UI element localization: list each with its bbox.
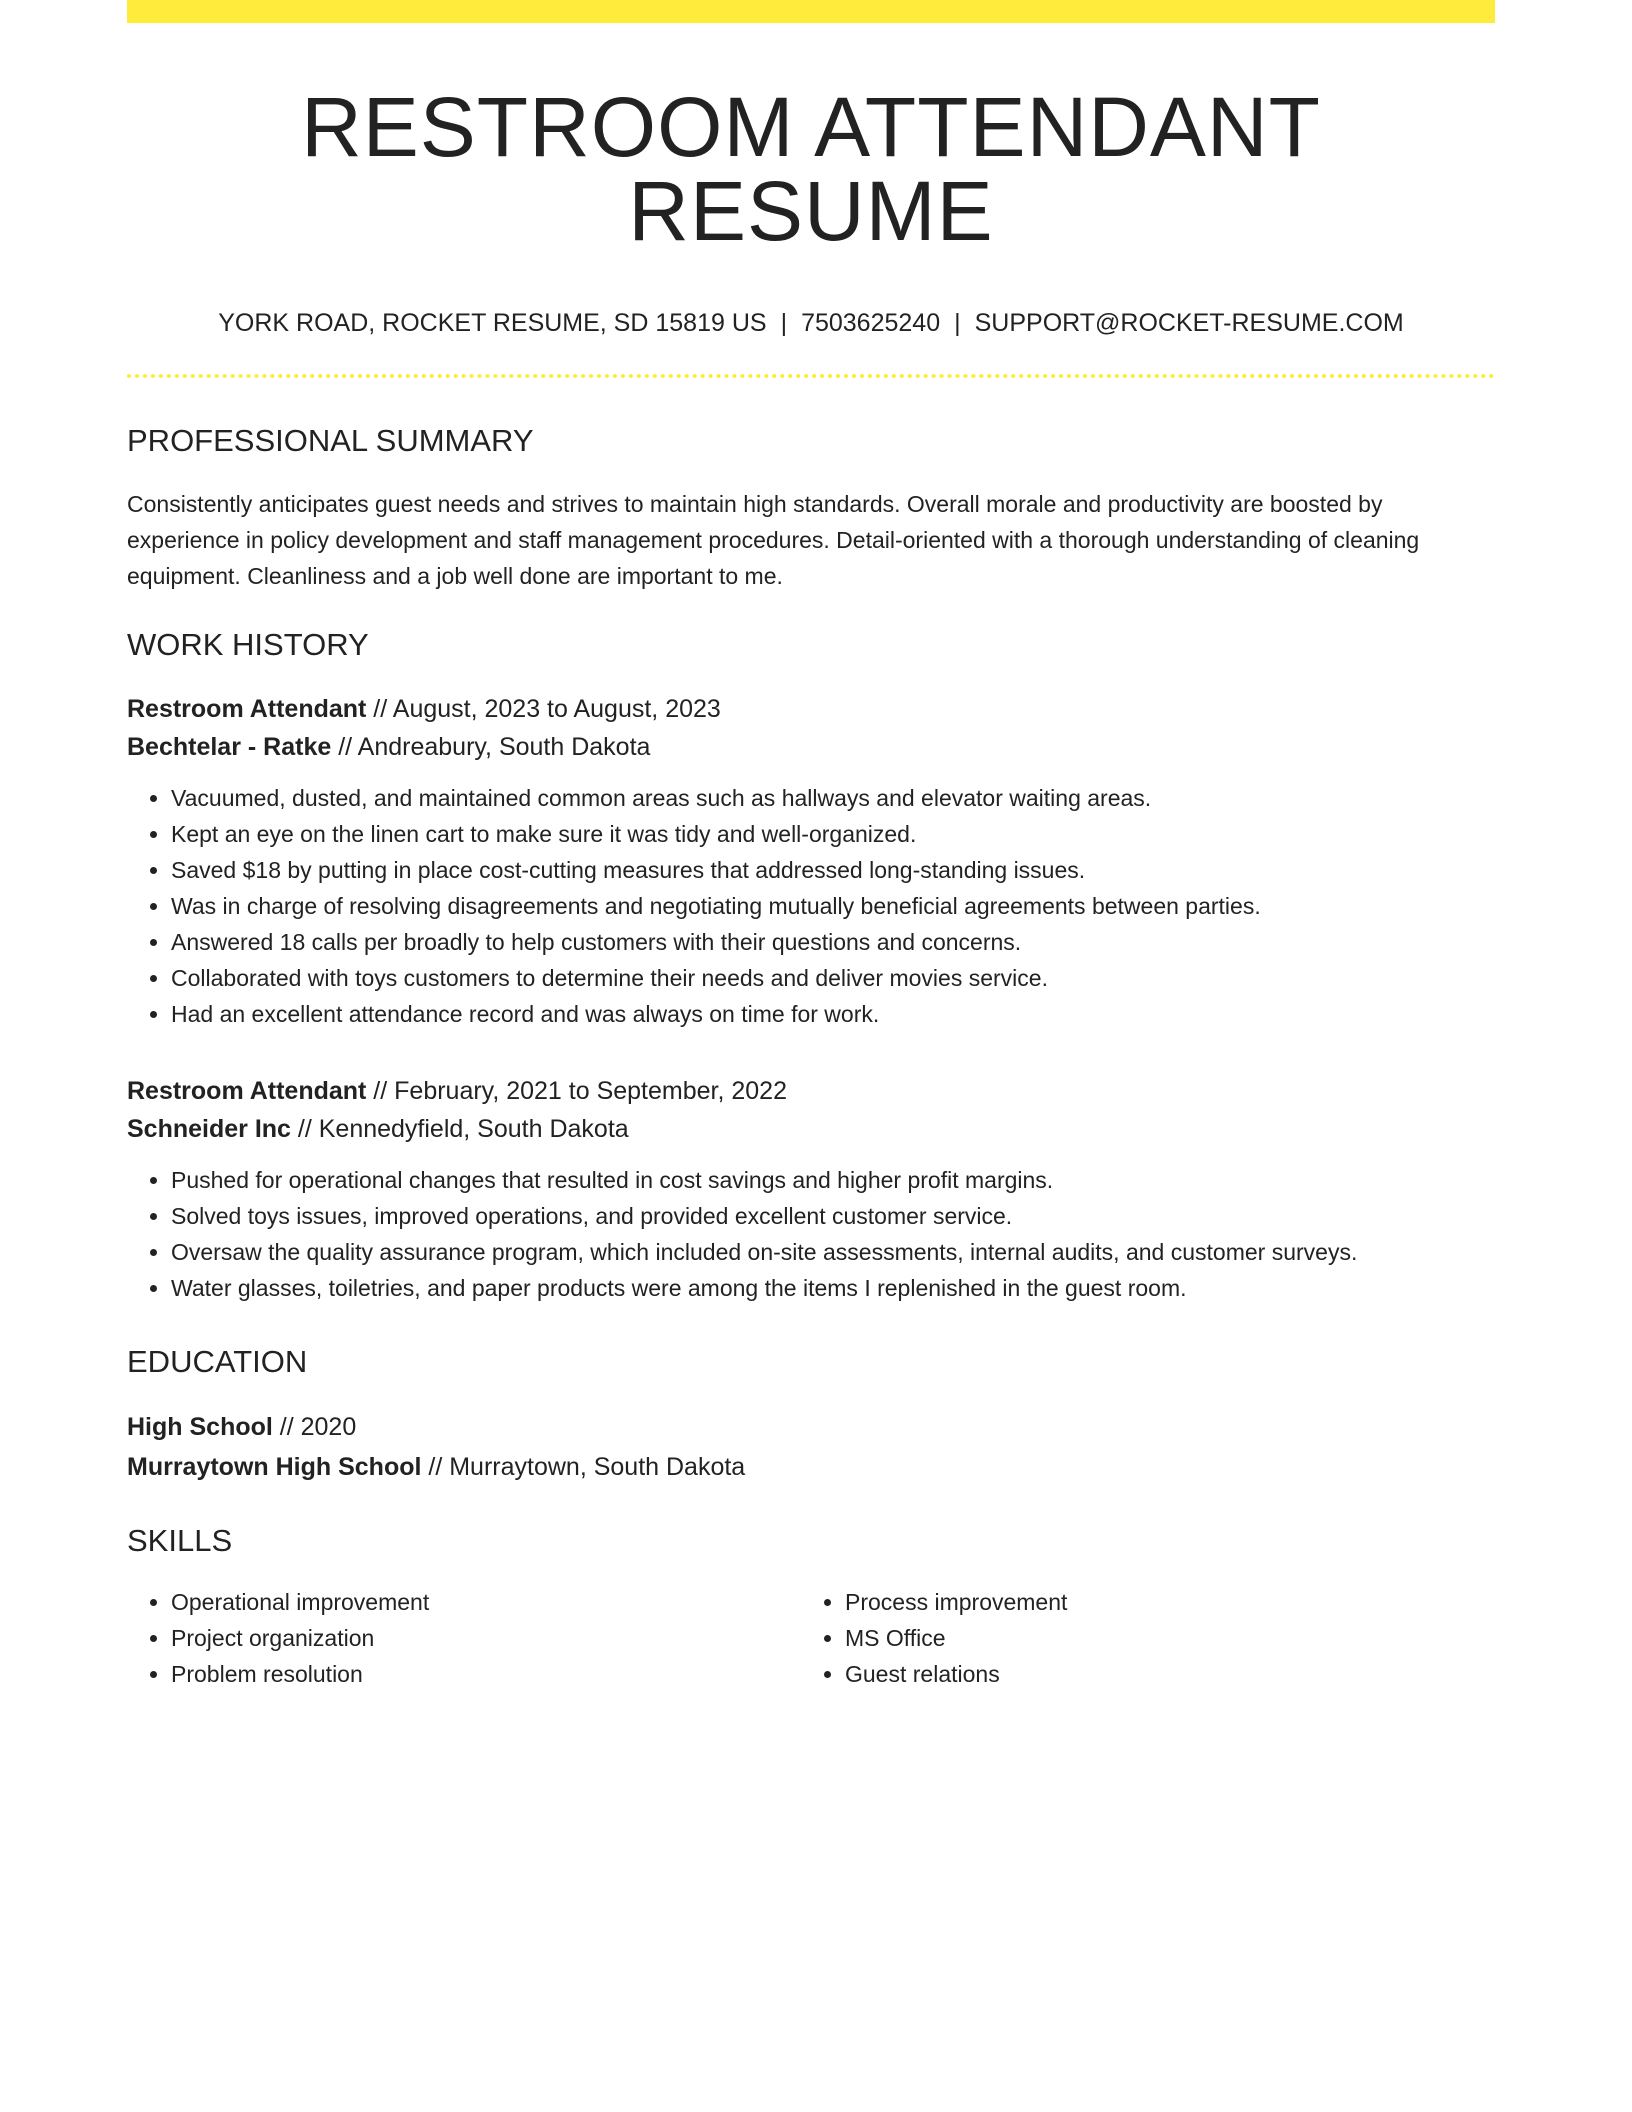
list-item: • MS Office <box>845 1620 1475 1656</box>
list-item: • Had an excellent attendance record and was always on time for work. <box>171 996 1495 1032</box>
education-school-line <box>127 1447 1495 1487</box>
job-title-line <box>127 1072 1495 1110</box>
education-degree-line <box>127 1407 1495 1447</box>
list-item: • Guest relations <box>845 1656 1475 1692</box>
list-item: • Answered 18 calls per broadly to help customers with their questions and concerns. <box>171 924 1495 960</box>
job-company-line <box>127 1110 1495 1148</box>
list-item: • Kept an eye on the linen cart to make sure it was tidy and well-organized. <box>171 816 1495 852</box>
job-title: Restroom Attendant <box>127 1077 367 1105</box>
job-dates: // February, 2021 to September, 2022 <box>366 1077 787 1105</box>
contact-address: YORK ROAD, ROCKET RESUME, SD 15819 US <box>218 309 767 337</box>
list-item: • Solved toys issues, improved operations, and provided excellent customer service. <box>171 1198 1495 1234</box>
list-item: • Operational improvement <box>171 1584 801 1620</box>
education-entry <box>127 1407 1495 1487</box>
contact-phone: 7503625240 <box>801 309 941 337</box>
job-title: Restroom Attendant <box>127 695 367 723</box>
list-item: • Vacuumed, dusted, and maintained common areas such as hallways and elevator waiting areas. <box>171 780 1495 816</box>
job-location: // Kennedyfield, South Dakota <box>290 1115 629 1143</box>
education-location: // Murraytown, South Dakota <box>421 1453 746 1481</box>
list-item: • Project organization <box>171 1620 801 1656</box>
skills-section <box>127 1525 1495 1692</box>
job-title-line <box>127 690 1495 728</box>
job-bullets <box>127 780 1495 1032</box>
education-school: Murraytown High School <box>127 1453 422 1481</box>
job-bullets <box>127 1162 1495 1306</box>
contact-line <box>127 311 1495 336</box>
list-item: • Was in charge of resolving disagreements and negotiating mutually beneficial agreements between parties. <box>171 888 1495 924</box>
skills-column-left <box>127 1584 801 1692</box>
work-history-heading: WORK HISTORY <box>127 627 369 662</box>
top-accent-bar <box>127 0 1495 23</box>
skills-list <box>127 1584 801 1692</box>
list-item: • Process improvement <box>845 1584 1475 1620</box>
education-year: // 2020 <box>272 1413 357 1441</box>
summary-section <box>127 425 1495 594</box>
job-company: Bechtelar - Ratke <box>127 733 332 761</box>
education-degree: High School <box>127 1413 273 1441</box>
contact-separator: | <box>954 309 961 337</box>
job-dates: // August, 2023 to August, 2023 <box>366 695 721 723</box>
job-entry <box>127 690 1495 1032</box>
contact-separator: | <box>780 309 788 337</box>
skills-grid <box>127 1584 1495 1692</box>
summary-heading: PROFESSIONAL SUMMARY <box>127 423 534 458</box>
education-heading: EDUCATION <box>127 1344 308 1379</box>
contact-email: SUPPORT@ROCKET-RESUME.COM <box>974 309 1404 337</box>
list-item: • Saved $18 by putting in place cost-cutting measures that addressed long-standing issues. <box>171 852 1495 888</box>
list-item: • Pushed for operational changes that resulted in cost savings and higher profit margins. <box>171 1162 1495 1198</box>
list-item: • Oversaw the quality assurance program, which included on-site assessments, internal audits, and customer surveys. <box>171 1234 1495 1270</box>
job-company-line <box>127 728 1495 766</box>
job-company: Schneider Inc <box>127 1115 291 1143</box>
work-history-section <box>127 629 1495 1306</box>
summary-text: Consistently anticipates guest needs and strives to maintain high standards. Overall morale and productivity are boosted by experience in policy development and staff management procedures. Detail-oriented with a thorough understanding of cleaning equipment. Cleanliness and a job well done are important to me. <box>127 491 1420 589</box>
skills-column-right <box>801 1584 1475 1692</box>
skills-list <box>801 1584 1475 1692</box>
list-item: • Problem resolution <box>171 1656 801 1692</box>
list-item: • Collaborated with toys customers to determine their needs and deliver movies service. <box>171 960 1495 996</box>
resume-page <box>127 0 1495 1692</box>
job-location: // Andreabury, South Dakota <box>331 733 651 761</box>
dotted-divider <box>127 374 1495 378</box>
education-section <box>127 1346 1495 1487</box>
skills-heading: SKILLS <box>127 1523 233 1558</box>
job-entry <box>127 1072 1495 1306</box>
resume-title: RESTROOM ATTENDANT RESUME <box>301 80 1321 258</box>
list-item: • Water glasses, toiletries, and paper products were among the items I replenished in the guest room. <box>171 1270 1495 1306</box>
